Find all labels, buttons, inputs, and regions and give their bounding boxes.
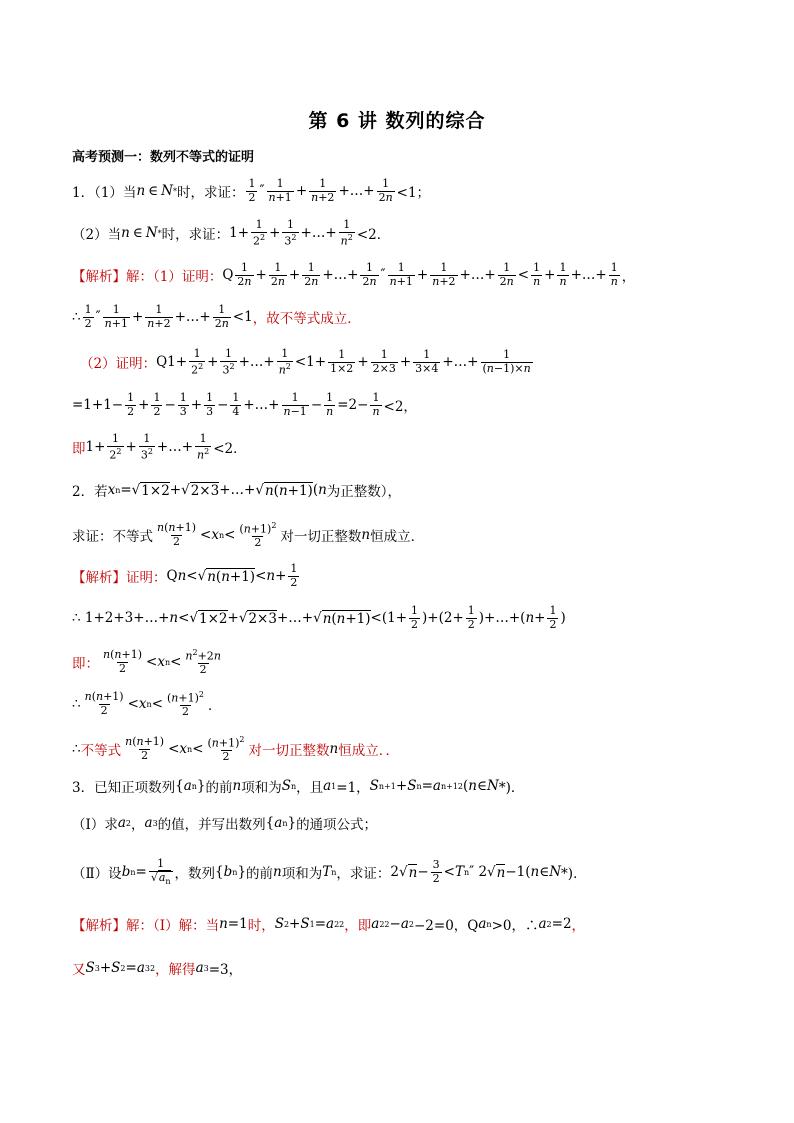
solution-1-part-2-line-2: =1+1− $\frac{1}{2}$ + $\frac{1}{2}$ − $\frac{1}{3}$ + $\frac{1}{3}$ − $\frac{1}{4}$ +…+ $\frac{1}{n-1}$ − $\frac{1}{n}$ =2− $\frac{1}{n}$ <2， (72, 391, 417, 418)
page-title: 第 6 讲 数列的综合 (308, 110, 486, 132)
problem-2-line-1: 2．若 x n =√ 1×2 +√ 2×3 +…+√ n(n+1) ( n 为正整数）， (72, 482, 402, 500)
solution-3-line-1: 【解析】 解：（Ⅰ）解：当 n =1 时， S 2 + S 1 = a 2 2 ，即 a 2 2 − a 2 −2=0，Q a n >0，∴ a 2 =2 ， (72, 916, 586, 934)
solution-1-conclusion: 即 1+ $\frac{1}{2^2}$ + $\frac{1}{3^2}$ +…+ $\frac{1}{n^2}$ <2． (72, 432, 247, 462)
solution-1-part-2: （2）证明： Q1+ $\frac{1}{2^2}$ + $\frac{1}{3^2}$ +…+ $\frac{1}{n^2}$ <1+ $\frac{1}{1\times 2}$ + $\frac{1}{2\times 3}$ + $\frac{1}{3\times 4}$ +…+ $\frac{1}{(n-1)\times n}$ (80, 347, 531, 377)
solution-1-line-1: 【解析】 解：（1）证明： Q $\frac{1}{2n}$ + $\frac{1}{2n}$ + $\frac{1}{2n}$ +…+ $\frac{1}{2n}$ ″ $\frac{1}{n+1}$ + $\frac{1}{n+2}$ +…+ $\frac{1}{2n}$ < $\frac{1}{n}$ + $\frac{1}{n}$ +…+ $\frac{1}{n}$ ， (72, 261, 636, 288)
solution-2-line-1: 【解析】 证明： Q n <√ n(n+1) < n + $\frac{1}{2}$ (72, 562, 298, 589)
solution-2-line-3: 即： $\frac{n(n+1)}{2}$ < x n < $\frac{n^2+2n}{2}$ (72, 648, 221, 677)
problem-3-question-1: （Ⅰ）求 a 2 ， a 3 的值，并写出数列 { a n } 的通项公式； (72, 815, 378, 833)
section-heading: 高考预测一：数列不等式的证明 (72, 150, 255, 165)
solution-1-line-2: ∴ $\frac{1}{2}$ ″ $\frac{1}{n+1}$ + $\frac{1}{n+2}$ +…+ $\frac{1}{2n}$ <1 ，故不等式成立． (72, 303, 361, 330)
problem-3-line-1: 3．已知正项数列 { a n } 的前 n 项和为 S n ，且 a 1 =1， S n+1 + S n = a n+1 2 ( n ∈ N *)． (72, 778, 525, 796)
solution-2-line-2: ∴ 1+2+3+…+ n <√ 1×2 +√ 2×3 +…+√ n(n+1) <(1+ $\frac{1}{2}$ )+(2+ $\frac{1}{2}$ )+…+( n + $\frac{1}{2}$ ) (72, 604, 566, 631)
problem-1-line-1: 1．（1）当 n ∈ N * 时，求证： $\frac{1}{2}$ ″ $\frac{1}{n+1}$ + $\frac{1}{n+2}$ +…+ $\frac{1}{2n}$ <1； (72, 177, 431, 204)
solution-2-conclusion: ∴ 不等式 $\frac{n(n+1)}{2}$ < x n < $\frac{(n+1)^2}{2}$ 对一切正整数 n 恒成立．． (72, 735, 399, 764)
problem-1-line-2: （2）当 n ∈ N * 时，求证： 1+ $\frac{1}{2^2}$ + $\frac{1}{3^2}$ +…+ $\frac{1}{n^2}$ <2． (72, 218, 391, 248)
problem-3-question-2: （Ⅱ）设 b n = $\frac{1}{√a_n}$ ，数列 { b n } 的前 n 项和为 T n ，求证： 2√ n − $\frac{3}{2}$ < T n ″ 2√ n −1( n ∈ N *)． (72, 857, 587, 886)
solution-3-line-2: 又 S 3 + S 2 = a 3 2 ，解得 a 3 =3， (72, 960, 243, 978)
solution-2-line-4: ∴ $\frac{n(n+1)}{2}$ < x n < $\frac{(n+1)^2}{2}$ ． (72, 690, 222, 719)
problem-2-line-2: 求证：不等式 $\frac{n(n+1)}{2}$ < x n < $\frac{(n+1)^2}{2}$ 对一切正整数 n 恒成立． (72, 521, 425, 550)
